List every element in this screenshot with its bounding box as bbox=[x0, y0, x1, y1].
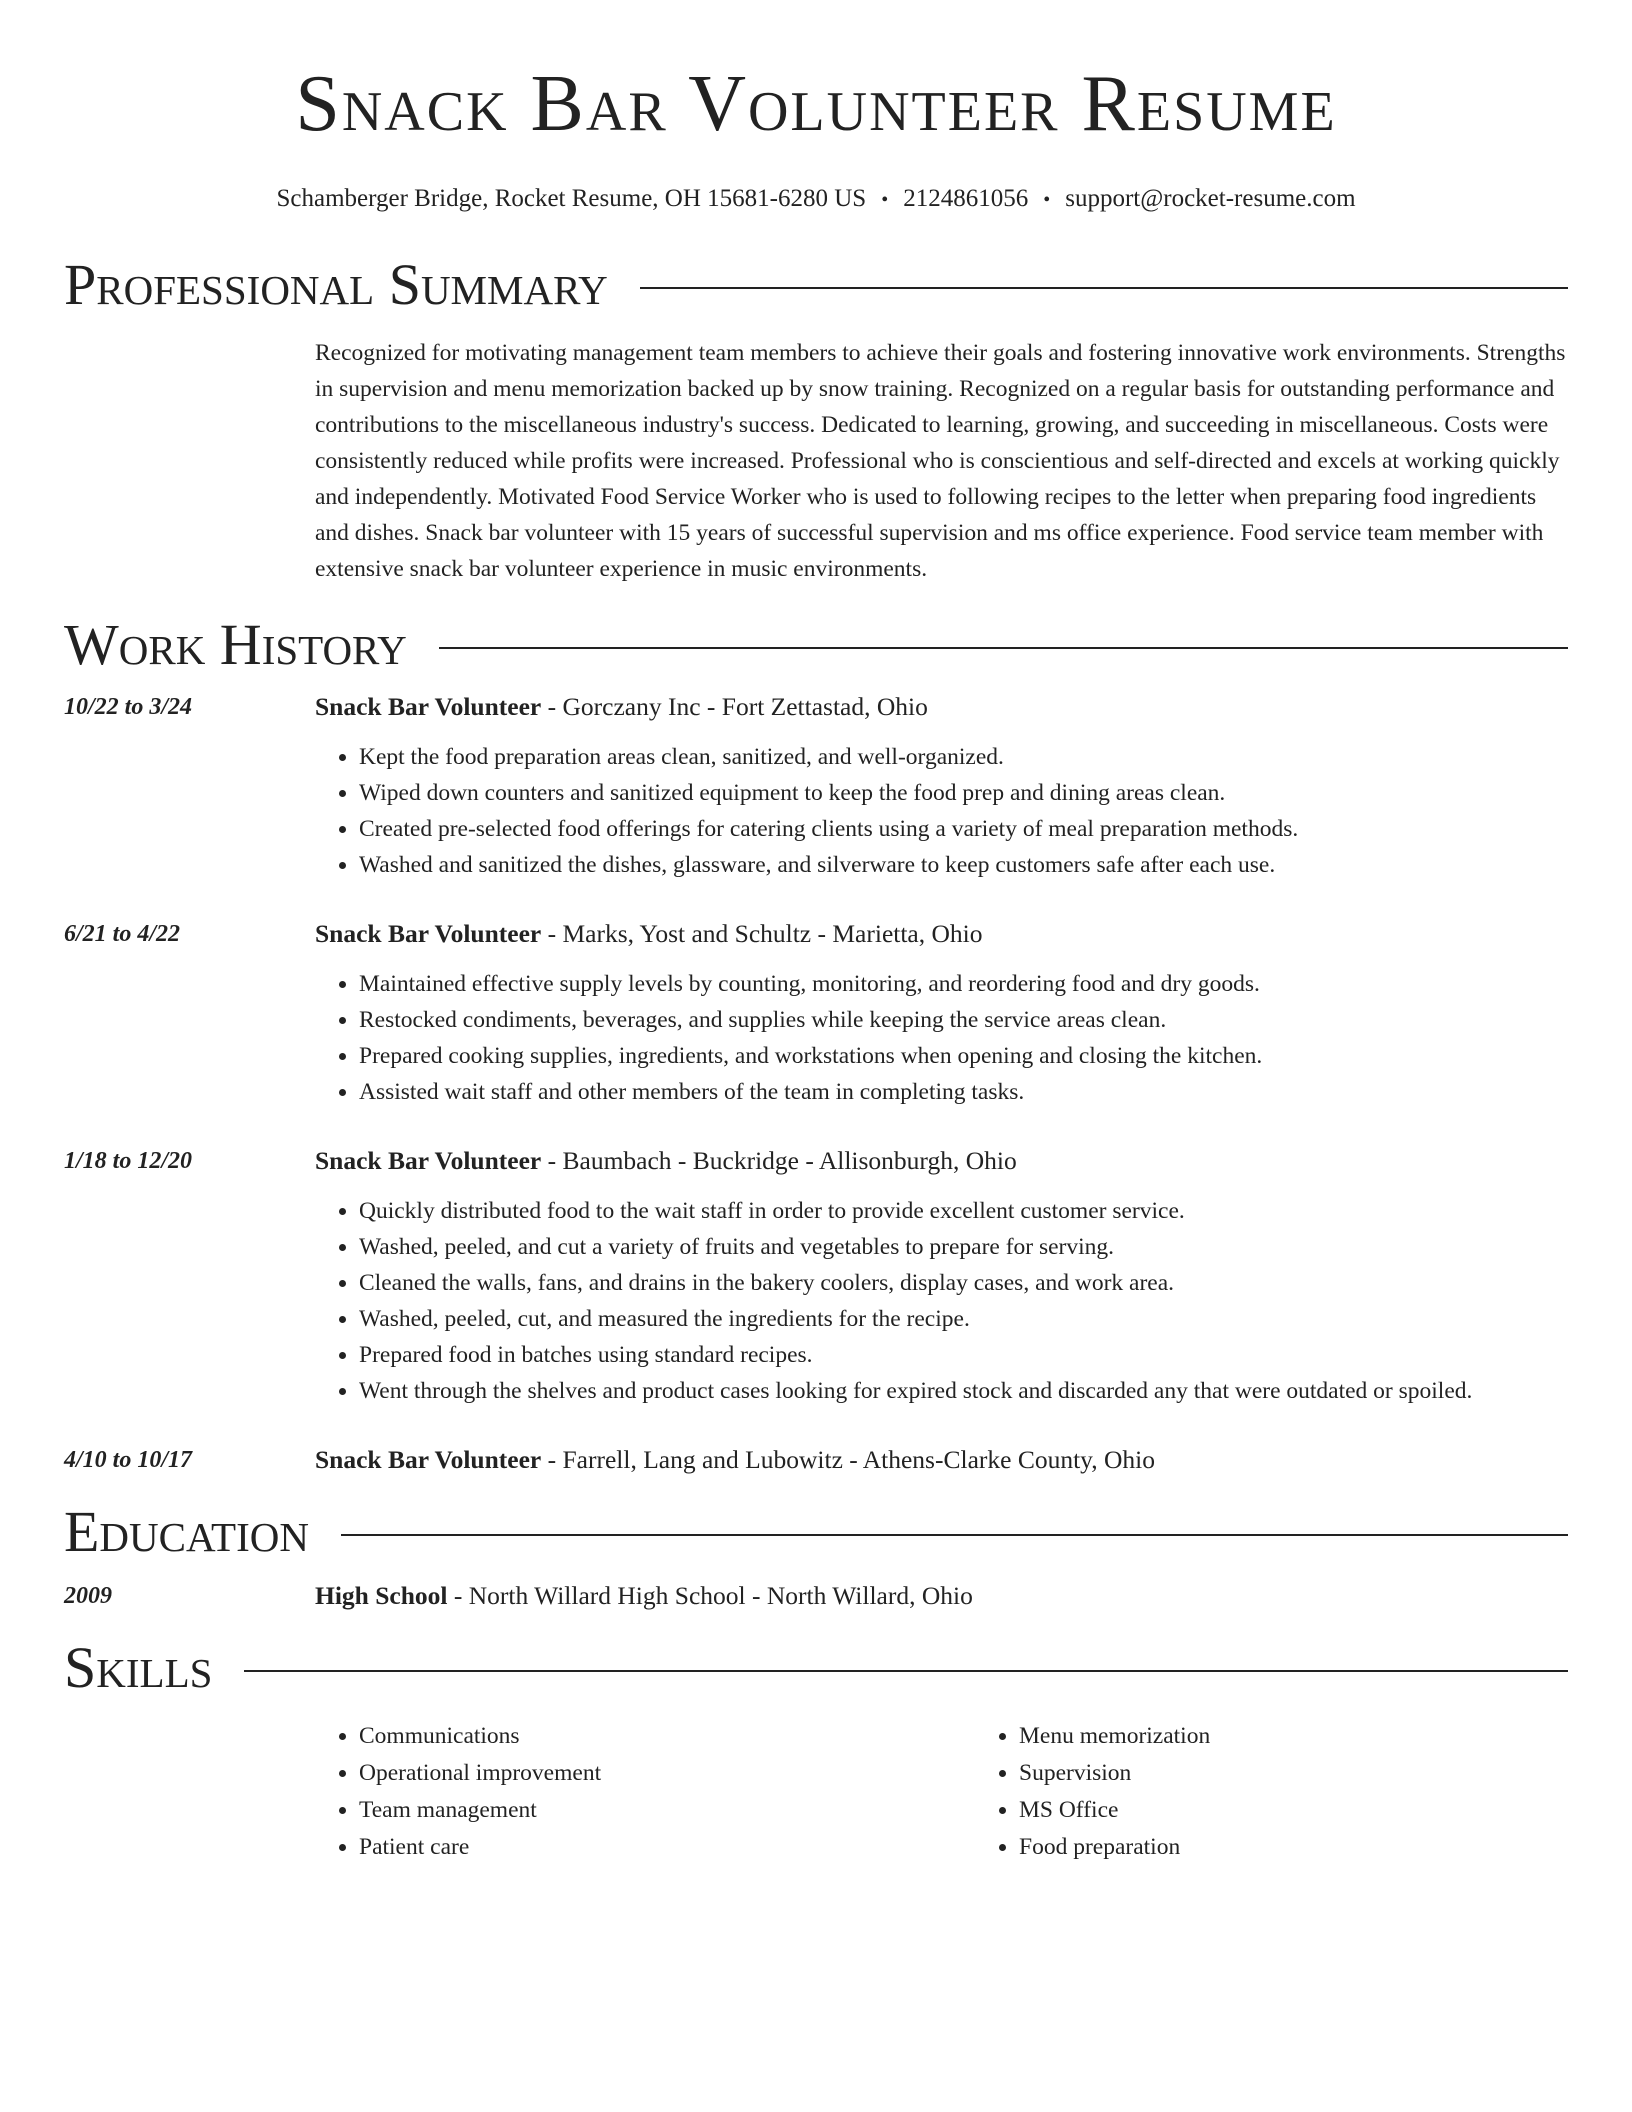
job-title: Snack Bar Volunteer bbox=[315, 1146, 542, 1175]
skill-item: • Operational improvement bbox=[359, 1755, 975, 1792]
job-dates: 4/10 to 10/17 bbox=[64, 1447, 193, 1473]
skill-item: • MS Office bbox=[1019, 1792, 1632, 1829]
job-entry bbox=[64, 1442, 1568, 1478]
job-title: Snack Bar Volunteer bbox=[315, 692, 542, 721]
job-line bbox=[315, 1442, 1568, 1478]
job-bullets bbox=[315, 1193, 1568, 1409]
job-bullet: • Washed, peeled, cut, and measured the ingredients for the recipe. bbox=[359, 1301, 1568, 1337]
job-bullet: • Kept the food preparation areas clean, sanitized, and well-organized. bbox=[359, 739, 1568, 775]
job-entry bbox=[64, 689, 1568, 883]
skills-list bbox=[315, 1718, 1632, 1866]
job-bullet: • Went through the shelves and product cases looking for expired stock and discarded any that were outdated or spoiled. bbox=[359, 1373, 1568, 1409]
skills-column-left bbox=[315, 1718, 975, 1866]
job-bullet: • Maintained effective supply levels by counting, monitoring, and reordering food and dry goods. bbox=[359, 966, 1568, 1002]
education-year: 2009 bbox=[64, 1583, 112, 1609]
job-line bbox=[315, 916, 1568, 952]
job-title: Snack Bar Volunteer bbox=[315, 1445, 542, 1474]
job-bullets bbox=[315, 739, 1568, 883]
contact-separator: • bbox=[1043, 189, 1051, 211]
contact-email: support@rocket-resume.com bbox=[1065, 185, 1356, 212]
job-dates: 10/22 to 3/24 bbox=[64, 694, 193, 720]
skill-item: • Food preparation bbox=[1019, 1829, 1632, 1866]
contact-separator: • bbox=[881, 189, 889, 211]
job-entry bbox=[64, 1143, 1568, 1409]
skill-item: • Team management bbox=[359, 1792, 975, 1829]
section-divider bbox=[244, 1670, 1568, 1672]
resume-page bbox=[64, 0, 1568, 1866]
job-employer: - Baumbach - Buckridge - Allisonburgh, Ohio bbox=[541, 1146, 1017, 1175]
resume-title: Snack Bar Volunteer Resume bbox=[295, 60, 1337, 148]
job-dates: 1/18 to 12/20 bbox=[64, 1148, 193, 1174]
job-line bbox=[315, 1143, 1568, 1179]
skills-section-header bbox=[64, 1636, 1568, 1700]
section-divider bbox=[341, 1534, 1568, 1536]
skills-row bbox=[64, 1718, 1568, 1866]
skill-item: • Supervision bbox=[1019, 1755, 1632, 1792]
job-bullet: • Washed, peeled, and cut a variety of fruits and vegetables to prepare for serving. bbox=[359, 1229, 1568, 1265]
job-entry bbox=[64, 916, 1568, 1110]
summary-row bbox=[64, 335, 1568, 587]
skill-item: • Patient care bbox=[359, 1829, 975, 1866]
job-employer: - Farrell, Lang and Lubowitz - Athens-Clarke County, Ohio bbox=[541, 1445, 1156, 1474]
job-employer: - Marks, Yost and Schultz - Marietta, Ohio bbox=[541, 919, 983, 948]
education-line bbox=[315, 1578, 1568, 1614]
job-bullet: • Washed and sanitized the dishes, glassware, and silverware to keep customers safe after each use. bbox=[359, 847, 1568, 883]
summary-section-header bbox=[64, 253, 1568, 317]
skills-heading: Skills bbox=[64, 1635, 213, 1700]
work-section-header bbox=[64, 613, 1568, 677]
education-entry bbox=[64, 1578, 1568, 1614]
job-bullet: • Assisted wait staff and other members of the team in completing tasks. bbox=[359, 1074, 1568, 1110]
job-bullet: • Created pre-selected food offerings for catering clients using a variety of meal preparation methods. bbox=[359, 811, 1568, 847]
education-section-header bbox=[64, 1500, 1568, 1564]
job-bullet: • Quickly distributed food to the wait staff in order to provide excellent customer service. bbox=[359, 1193, 1568, 1229]
section-divider bbox=[640, 287, 1568, 289]
job-line bbox=[315, 689, 1568, 725]
contact-address: Schamberger Bridge, Rocket Resume, OH 15681-6280 US bbox=[276, 185, 867, 212]
skill-item: • Menu memorization bbox=[1019, 1718, 1632, 1755]
summary-text: Recognized for motivating management team members to achieve their goals and fostering innovative work environments. Strengths in supervision and menu memorization backed up by snow training. Recognized on a regular basis for outstanding performance and contributions to the miscellaneous industry's success. Dedicated to learning, growing, and succeeding in miscellaneous. Costs were consistently reduced while profits were increased. Professional who is conscientious and self-directed and excels at working quickly and independently. Motivated Food Service Worker who is used to following recipes to the letter when preparing food ingredients and dishes. Snack bar volunteer with 15 years of successful supervision and ms office experience. Food service team member with extensive snack bar volunteer experience in music environments. bbox=[315, 340, 1566, 582]
job-bullet: • Wiped down counters and sanitized equipment to keep the food prep and dining areas clean. bbox=[359, 775, 1568, 811]
job-employer: - Gorczany Inc - Fort Zettastad, Ohio bbox=[541, 692, 928, 721]
job-bullet: • Restocked condiments, beverages, and supplies while keeping the service areas clean. bbox=[359, 1002, 1568, 1038]
job-bullets bbox=[315, 966, 1568, 1110]
job-dates: 6/21 to 4/22 bbox=[64, 921, 181, 947]
education-degree: High School bbox=[315, 1581, 448, 1610]
job-bullet: • Prepared food in batches using standard recipes. bbox=[359, 1337, 1568, 1373]
job-title: Snack Bar Volunteer bbox=[315, 919, 542, 948]
education-heading: Education bbox=[64, 1499, 309, 1564]
job-bullet: • Cleaned the walls, fans, and drains in the bakery coolers, display cases, and work area. bbox=[359, 1265, 1568, 1301]
work-heading: Work History bbox=[64, 612, 407, 677]
job-bullet: • Prepared cooking supplies, ingredients, and workstations when opening and closing the kitchen. bbox=[359, 1038, 1568, 1074]
section-divider bbox=[439, 647, 1568, 649]
education-school: - North Willard High School - North Willard, Ohio bbox=[447, 1581, 973, 1610]
skill-item: • Communications bbox=[359, 1718, 975, 1755]
contact-phone: 2124861056 bbox=[903, 185, 1029, 212]
skills-column-right bbox=[975, 1718, 1632, 1866]
contact-line bbox=[64, 184, 1568, 215]
summary-heading: Professional Summary bbox=[64, 252, 608, 317]
